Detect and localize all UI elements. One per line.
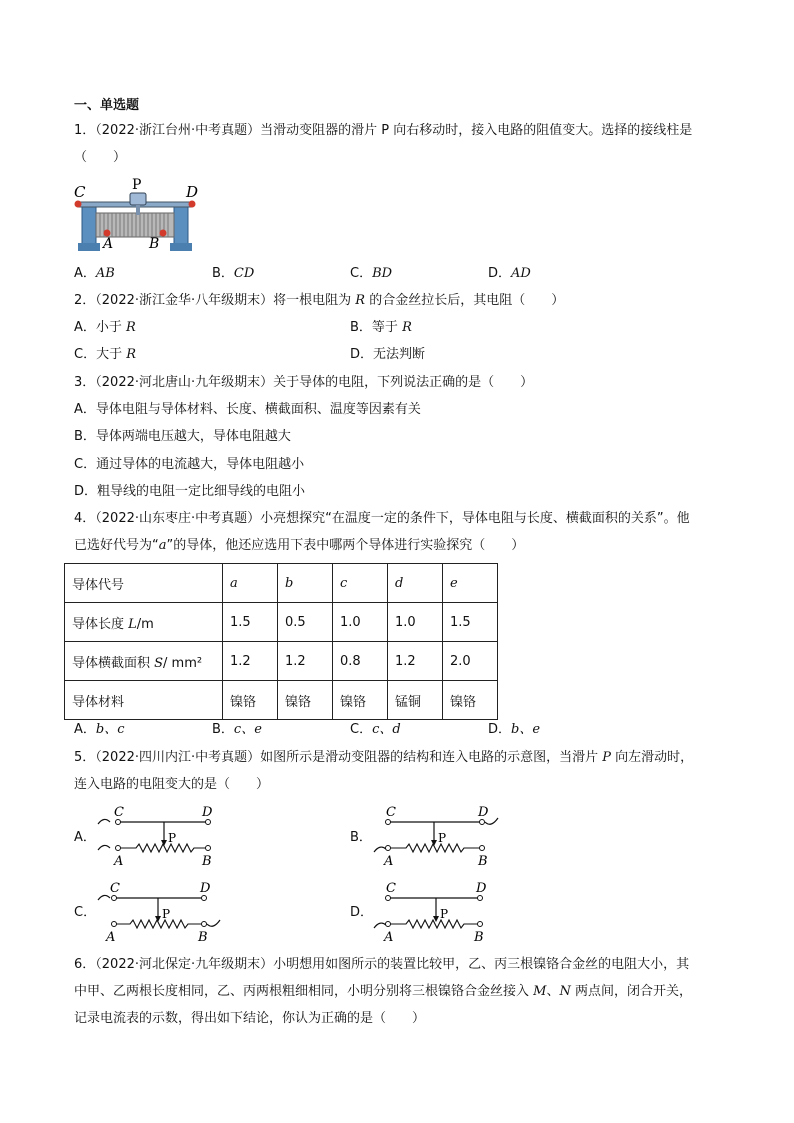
q4-stem-line1: 4．（2022·山东枣庄·中考真题）小亮想探究“在温度一定的条件下，导体电阻与长度、横截面积的关系”。他 — [74, 511, 690, 526]
label-a: A — [384, 854, 394, 868]
terminal-d-icon — [189, 201, 196, 208]
wire — [98, 845, 110, 850]
terminal-d-icon — [478, 896, 483, 901]
q3-option-b[interactable]: B．导体两端电压越大，导体电阻越大 — [74, 429, 291, 444]
rheostat-slider — [130, 193, 146, 205]
rheostat-left-foot — [78, 243, 100, 251]
label-p: P — [132, 177, 142, 193]
terminal-a-icon — [386, 922, 391, 927]
q5-diagram-c — [96, 878, 226, 944]
label-c: C — [74, 183, 86, 201]
table-cell: 1.2 — [388, 642, 443, 681]
q4-option-b[interactable]: B．c、e — [212, 722, 262, 737]
terminal-d-icon — [480, 820, 485, 825]
terminal-a-icon — [386, 846, 391, 851]
q5-option-a[interactable]: A． — [74, 830, 96, 845]
q2-option-c[interactable]: C．大于 R — [74, 347, 137, 362]
table-cell: a — [223, 564, 278, 603]
terminal-c-icon — [386, 896, 391, 901]
resistance-wire — [116, 920, 202, 928]
resistance-wire — [390, 920, 478, 928]
label-p: P — [168, 831, 177, 845]
q6-stem-line3: 记录电流表的示数，得出如下结论，你认为正确的是（ ） — [74, 1011, 426, 1026]
table-cell: 1.2 — [223, 642, 278, 681]
terminal-d-icon — [206, 820, 211, 825]
section-title: 一、单选题 — [74, 98, 140, 113]
label-a: A — [114, 854, 124, 868]
q3-stem: 3．（2022·河北唐山·九年级期末）关于导体的电阻，下列说法正确的是（ ） — [74, 375, 534, 390]
q2-option-a[interactable]: A．小于 R — [74, 320, 136, 335]
table-cell: 1.0 — [388, 603, 443, 642]
label-d: D — [200, 881, 211, 896]
conductor-table — [64, 563, 498, 720]
label-c: C — [114, 805, 124, 820]
terminal-c-icon — [112, 896, 117, 901]
table-row — [65, 642, 498, 681]
label-b: B — [202, 854, 212, 868]
wire — [207, 920, 220, 926]
terminal-a-icon — [116, 846, 121, 851]
terminal-b-icon — [160, 230, 167, 237]
table-cell: 镍铬 — [443, 681, 498, 720]
table-cell: c — [333, 564, 388, 603]
label-b: B — [474, 930, 484, 944]
label-c: C — [110, 881, 120, 896]
label-a: A — [106, 930, 116, 944]
label-a: A — [103, 236, 114, 252]
table-row — [65, 681, 498, 720]
q3-option-d[interactable]: D．粗导线的电阻一定比细导线的电阻小 — [74, 484, 306, 499]
label-b: B — [149, 236, 160, 252]
q3-option-a[interactable]: A．导体电阻与导体材料、长度、横截面积、温度等因素有关 — [74, 402, 421, 417]
terminal-b-icon — [480, 846, 485, 851]
label-d: D — [186, 183, 199, 201]
q6-stem-line2: 中甲、乙两根长度相同，乙、丙两根粗细相同，小明分别将三根镍铬合金丝接入 M、N 两点间，闭合开关， — [74, 984, 692, 999]
table-cell: 1.5 — [223, 603, 278, 642]
q1-stem-line2: （ ） — [74, 150, 127, 165]
q1-option-a[interactable]: A．AB — [74, 266, 115, 281]
q4-option-d[interactable]: D．b、e — [488, 722, 541, 737]
terminal-c-icon — [386, 820, 391, 825]
label-a: A — [384, 930, 394, 944]
q1-option-d[interactable]: D．AD — [488, 266, 531, 281]
q5-diagram-a — [96, 802, 226, 868]
table-cell: 1.0 — [333, 603, 388, 642]
table-cell: 0.5 — [278, 603, 333, 642]
table-cell: 1.5 — [443, 603, 498, 642]
table-cell: 镍铬 — [278, 681, 333, 720]
rheostat-left-post — [82, 203, 96, 249]
label-b: B — [198, 930, 208, 944]
table-cell: 锰铜 — [388, 681, 443, 720]
label-p: P — [440, 907, 449, 921]
terminal-b-icon — [206, 846, 211, 851]
q1-option-c[interactable]: C．BD — [350, 266, 393, 281]
q2-option-d[interactable]: D．无法判断 — [350, 347, 426, 362]
table-cell: b — [278, 564, 333, 603]
q4-option-a[interactable]: A．b、c — [74, 722, 125, 737]
table-cell: 2.0 — [443, 642, 498, 681]
label-d: D — [478, 805, 489, 820]
terminal-b-icon — [202, 922, 207, 927]
table-cell: 镍铬 — [333, 681, 388, 720]
q4-option-c[interactable]: C．c、d — [350, 722, 401, 737]
table-cell: 0.8 — [333, 642, 388, 681]
q5-option-b[interactable]: B． — [350, 830, 372, 845]
table-row — [65, 564, 498, 603]
rheostat-right-foot — [170, 243, 192, 251]
terminal-b-icon — [478, 922, 483, 927]
label-c: C — [386, 881, 396, 896]
row-label: 导体长度 L/m — [65, 603, 223, 642]
wire — [98, 895, 110, 900]
rheostat-figure — [70, 175, 210, 255]
q6-stem-line1: 6．（2022·河北保定·九年级期末）小明想用如图所示的装置比较甲，乙、丙三根镍铬合金丝的电阻大小，其 — [74, 957, 690, 972]
label-p: P — [162, 907, 171, 921]
q2-option-b[interactable]: B．等于 R — [350, 320, 412, 335]
table-cell: 1.2 — [278, 642, 333, 681]
q5-option-d[interactable]: D． — [350, 905, 374, 920]
terminal-c-icon — [75, 201, 82, 208]
label-c: C — [386, 805, 396, 820]
label-b: B — [478, 854, 488, 868]
q5-diagram-d — [372, 878, 502, 944]
table-cell: e — [443, 564, 498, 603]
row-label: 导体材料 — [65, 681, 223, 720]
q3-option-c[interactable]: C．通过导体的电流越大，导体电阻越小 — [74, 457, 305, 472]
resistance-wire — [120, 844, 206, 852]
q5-stem-line1: 5．（2022·四川内江·中考真题）如图所示是滑动变阻器的结构和连入电路的示意图，当滑片 P 向左滑动时， — [74, 750, 694, 765]
q2-stem: 2．（2022·浙江金华·八年级期末）将一根电阻为 R 的合金丝拉长后，其电阻（ ） — [74, 293, 565, 308]
terminal-a-icon — [112, 922, 117, 927]
q1-option-b[interactable]: B．CD — [212, 266, 255, 281]
q5-stem-line2: 连入电路的电阻变大的是（ ） — [74, 777, 270, 792]
terminal-d-icon — [202, 896, 207, 901]
wire — [374, 847, 386, 852]
terminal-c-icon — [116, 820, 121, 825]
q4-stem-line2: 已选好代号为“a”的导体，他还应选用下表中哪两个导体进行实验探究（ ） — [74, 538, 525, 553]
rheostat-slider-contact — [136, 205, 140, 215]
label-d: D — [202, 805, 213, 820]
rheostat-right-post — [174, 203, 188, 249]
resistance-wire — [390, 844, 480, 852]
wire — [374, 923, 386, 928]
row-label: 导体代号 — [65, 564, 223, 603]
q5-option-c[interactable]: C． — [74, 905, 97, 920]
table-cell: d — [388, 564, 443, 603]
table-cell: 镍铬 — [223, 681, 278, 720]
q5-diagram-b — [372, 802, 502, 868]
wire — [98, 819, 110, 824]
row-label: 导体横截面积 S/ mm² — [65, 642, 223, 681]
label-p: P — [438, 831, 447, 845]
label-d: D — [476, 881, 487, 896]
table-row — [65, 603, 498, 642]
q1-stem-line1: 1．（2022·浙江台州·中考真题）当滑动变阻器的滑片 P 向右移动时，接入电路的阻值变大。选择的接线柱是 — [74, 123, 693, 138]
